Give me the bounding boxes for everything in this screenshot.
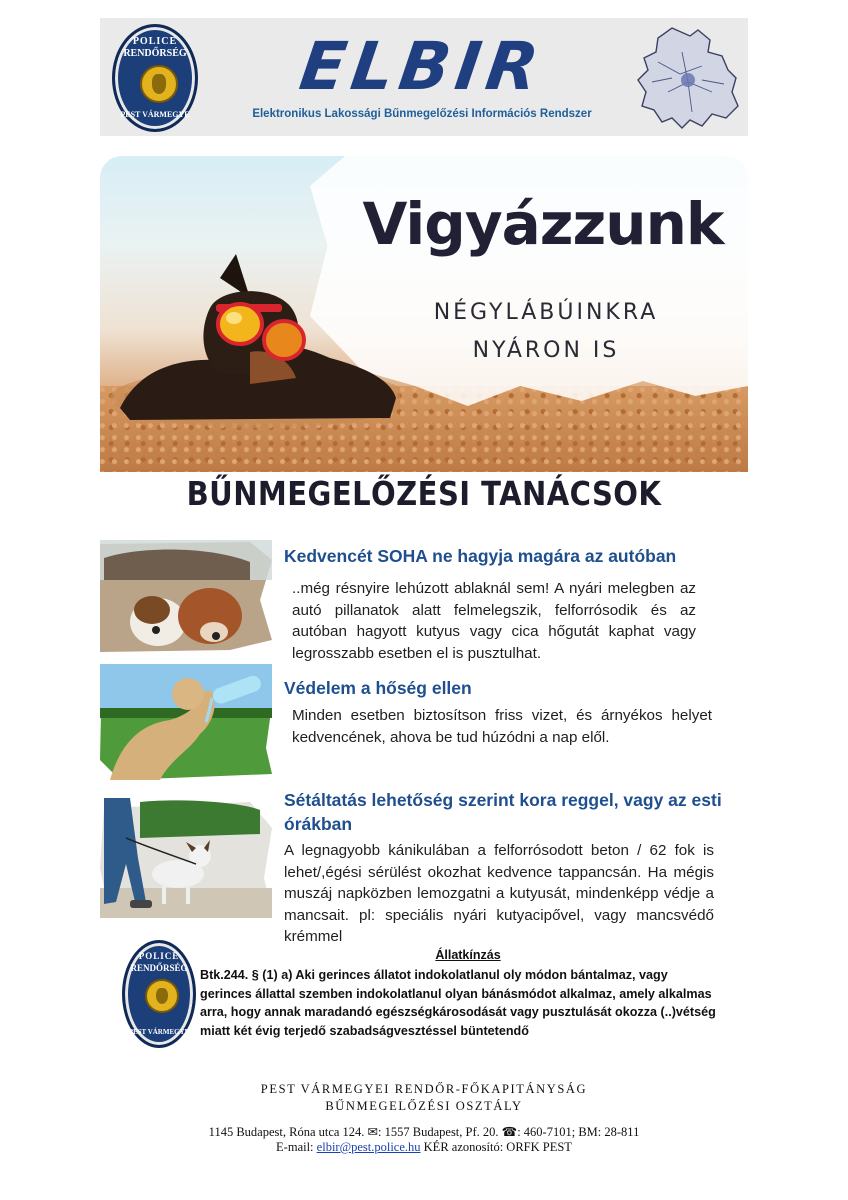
email-label: E-mail: xyxy=(276,1140,317,1154)
footer-address: 1145 Budapest, Róna utca 124. ✉: 1557 Budapest, Pf. 20. ☎: 460-7101; BM: 28-811 xyxy=(208,1125,640,1139)
coat-of-arms-icon xyxy=(145,979,179,1013)
tip-body: A legnagyobb kánikulában a felforrósodott beton / 62 fok is lehet/,égési sérülést okozhat kedvence tappancsán. Ha mégis muszáj napközben lemozgatni a kutyusát, mindenképp védje a mancsait. pl: speciális nyári kutyacipővel, vagy mancsvédő krémmel xyxy=(284,842,714,945)
dogs-in-car-image xyxy=(100,540,272,652)
tip-heading: Kedvencét SOHA ne hagyja magára az autóban xyxy=(284,546,677,566)
tip-heading: Védelem a hőség ellen xyxy=(284,678,472,698)
badge-middle-text: RENDŐRSÉG xyxy=(123,48,187,59)
tip-body: ..még résnyire lehúzott ablaknál sem! A nyári melegben az autó pillanatok alatt felmelegszik, felforrósodik és az autóban hagyott kutyus vagy cica hőgutát kaphat vagy legrosszabb esetben el is pusztulhat. xyxy=(292,580,696,662)
hero-title: Vigyázzunk xyxy=(362,190,724,258)
law-title: Állatkínzás xyxy=(435,948,501,962)
tips-section-title: BŰNMEGELŐZÉSI TANÁCSOK xyxy=(186,474,662,513)
hero-banner xyxy=(100,156,748,472)
badge-bottom-text: PEST VÁRMEGYE xyxy=(128,1028,190,1036)
police-badge-logo xyxy=(112,24,198,132)
elbir-header xyxy=(100,18,748,136)
hero-subtitle-line1: NÉGYLÁBÚINKRA xyxy=(433,300,659,325)
law-text: Btk.244. § (1) a) Aki gerinces állatot indokolatlanul oly módon bántalmaz, vagy gerinces állattal szemben indokolatlanul olyan bánásmódot alkalmaz, amely alkalmas arra, hogy annak maradandó egészségkárosodását vagy pusztulását okozza (..)vétség miatt két évig terjedő szabadságvesztéssel büntetendő xyxy=(200,968,716,1038)
tip-body: Minden esetben biztosítson friss vizet, és árnyékos helyet kedvencének, ahova be tud húzódni a nap elől. xyxy=(292,707,712,746)
elbir-logo-title: ELBIR xyxy=(295,28,549,105)
police-badge-logo xyxy=(122,940,196,1048)
elbir-subtitle: Elektronikus Lakossági Bűnmegelőzési Információs Rendszer xyxy=(252,108,592,120)
dog-drinking-water-image xyxy=(100,664,272,780)
ker-id-text: KÉR azonosító: ORFK PEST xyxy=(420,1140,572,1154)
badge-top-text: POLICE xyxy=(132,36,178,47)
pest-county-map-icon xyxy=(632,22,744,132)
footer-department: BŰNMEGELŐZÉSI OSZTÁLY xyxy=(325,1099,523,1113)
badge-top-text: POLICE xyxy=(138,951,180,961)
badge-middle-text: RENDŐRSÉG xyxy=(130,963,188,973)
footer-contact-line xyxy=(100,1140,748,1155)
badge-bottom-text: PEST VÁRMEGYE xyxy=(120,110,190,119)
coat-of-arms-icon xyxy=(140,65,178,103)
tip-heading: Sétáltatás lehetőség szerint kora reggel, vagy az esti órákban xyxy=(284,790,722,834)
hero-subtitle-line2: NYÁRON IS xyxy=(472,338,620,363)
footer-organization: PEST VÁRMEGYEI RENDŐR-FŐKAPITÁNYSÁG xyxy=(260,1082,588,1096)
walking-dog-image xyxy=(100,798,272,918)
email-link[interactable]: elbir@pest.police.hu xyxy=(316,1140,421,1154)
dog-with-sunglasses-image xyxy=(100,248,400,428)
